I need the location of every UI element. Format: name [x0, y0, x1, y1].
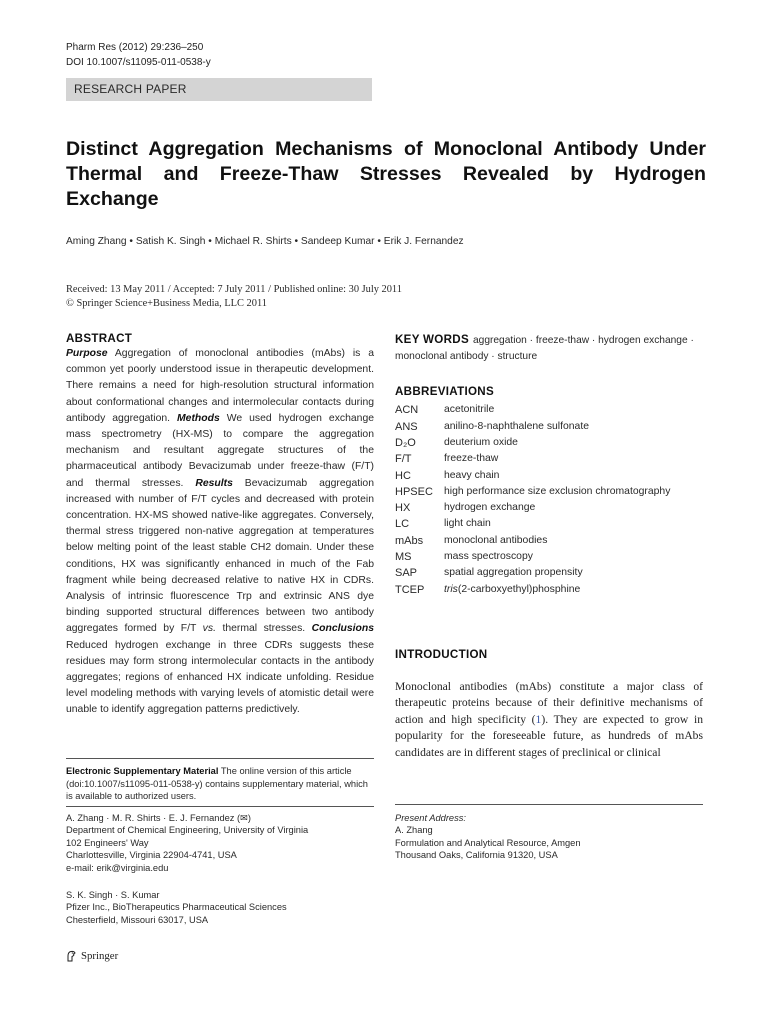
abbreviation-term: mAbs — [395, 534, 424, 547]
abbreviation-row — [395, 582, 703, 598]
abbreviations-list — [395, 402, 703, 598]
present-address-line: A. Zhang — [395, 825, 433, 836]
abbreviation-definition: hydrogen exchange — [444, 502, 536, 514]
abbreviation-definition: acetonitrile — [444, 404, 495, 416]
results-text: Bevacizumab aggregation increased with number of F/T cycles and decreased with protein concentration. HX-MS showed native-like aggregates. Conversely, thermal stress triggered non-native aggregation at temperatures below melting point of the least stable CH2 domain. Under these conditions, HX was significantly enhanced in much of the Fab fragment while being decreased relative to native HX in CDRs. Analysis of intrinsic fluorescence Trp and extrinsic ANS dye binding supported structural differences between two antibody aggregates formed by F/T vs. thermal stresses. — [66, 477, 374, 635]
affil1-line: Charlottesville, Virginia 22904-4741, USA — [66, 850, 237, 861]
abbreviation-term: SAP — [395, 567, 418, 580]
keywords-text: aggregation · freeze-thaw · hydrogen exchange · monoclonal antibody · structure — [395, 335, 694, 363]
author-list: Aming Zhang • Satish K. Singh • Michael R. Shirts • Sandeep Kumar • Erik J. Fernandez — [66, 236, 464, 247]
abbreviation-definition: light chain — [444, 518, 491, 530]
publication-dates — [66, 283, 402, 311]
esm-label: Electronic Supplementary Material — [66, 766, 219, 776]
publisher-footer — [66, 950, 118, 962]
springer-horse-icon — [66, 950, 77, 962]
supplementary-note — [66, 765, 374, 803]
affil2-line: Chesterfield, Missouri 63017, USA — [66, 914, 209, 925]
paper-title: Distinct Aggregation Mechanisms of Monoclonal Antibody Under Thermal and Freeze-Thaw Stresses Revealed by Hydrogen Exchange — [66, 138, 706, 210]
affil1-line: 102 Engineers' Way — [66, 837, 149, 848]
affiliation-block-2 — [66, 889, 374, 926]
methods-label: Methods — [177, 412, 220, 424]
conclusions-label: Conclusions — [311, 623, 375, 635]
reference-link[interactable]: 1 — [535, 712, 542, 726]
abbreviation-definition: spatial aggregation propensity — [444, 567, 583, 579]
esm-bottom-rule — [66, 806, 374, 807]
abbreviation-term: D₂O — [395, 437, 416, 449]
intro-text-part2: ). They are expected to grow in popularity for the foreseeable future, as hundreds of mAbs candidates are in different stages of preclinical or clinical — [395, 712, 703, 759]
abbreviation-row — [395, 402, 703, 418]
present-address-line: Thousand Oaks, California 91320, USA — [395, 850, 558, 861]
journal-citation — [66, 40, 211, 70]
affil1-line: A. Zhang · M. R. Shirts · E. J. Fernandez (✉) — [66, 813, 251, 823]
journal-line: Pharm Res (2012) 29:236–250 — [66, 42, 204, 53]
abbreviation-term: MS — [395, 551, 412, 564]
abbreviation-term: ANS — [395, 420, 418, 433]
section-label: RESEARCH PAPER — [74, 82, 187, 96]
copyright-line: © Springer Science+Business Media, LLC 2011 — [66, 298, 267, 309]
abbreviation-definition: heavy chain — [444, 469, 500, 481]
affil1-line: Department of Chemical Engineering, University of Virginia — [66, 825, 309, 836]
present-address-heading: Present Address: — [395, 813, 466, 823]
abbreviation-term: HC — [395, 469, 411, 482]
abbreviation-definition: deuterium oxide — [444, 437, 518, 448]
abbreviation-term: ACN — [395, 404, 419, 417]
abbreviation-term: LC — [395, 518, 410, 531]
abbreviation-row — [395, 565, 703, 581]
affil2-line: S. K. Singh · S. Kumar — [66, 890, 160, 900]
abbreviation-row — [395, 419, 703, 435]
abbreviation-definition: tris(2-carboxyethyl)phosphine — [444, 583, 581, 595]
dates-line: Received: 13 May 2011 / Accepted: 7 July 2011 / Published online: 30 July 2011 — [66, 284, 402, 295]
intro-text-part1: Monoclonal antibodies (mAbs) constitute a major class of therapeutic proteins because of their definitive mechanisms of action and high specificity ( — [395, 679, 703, 726]
abbreviation-row — [395, 451, 703, 467]
methods-text: We used hydrogen exchange mass spectrometry (HX-MS) to compare the aggregation mechanism and resultant aggregate structures of the pharmaceutical antibody Bevacizumab under freeze-thaw (F/T) and thermal stresses. — [66, 412, 374, 489]
abbreviation-term: TCEP — [395, 583, 425, 596]
present-address — [395, 812, 703, 862]
present-address-line: Formulation and Analytical Resource, Amgen — [395, 837, 581, 848]
introduction-text — [395, 679, 703, 761]
abstract-heading: ABSTRACT — [66, 332, 133, 345]
abbreviation-definition: anilino-8-naphthalene sulfonate — [444, 420, 590, 432]
abbreviation-definition: freeze-thaw — [444, 453, 499, 465]
conclusions-text: Reduced hydrogen exchange in three CDRs suggests these residues may form strong intermolecular contacts in the antibody aggregates; regions of enhanced HX indicate unfolding. Residue level modeling methods with varying levels of atomistic detail were unable to identify aggregation patterns predictively. — [66, 639, 374, 716]
abbreviations-heading: ABBREVIATIONS — [395, 385, 495, 399]
publisher-name: Springer — [81, 950, 119, 962]
abbreviation-row — [395, 484, 703, 500]
purpose-label: Purpose — [66, 348, 108, 359]
abbreviation-row — [395, 533, 703, 549]
affil2-line: Pfizer Inc., BioTherapeutics Pharmaceutical Sciences — [66, 902, 287, 913]
introduction-heading: INTRODUCTION — [395, 647, 488, 661]
abbreviation-definition: mass spectroscopy — [444, 551, 533, 563]
right-column — [395, 332, 703, 761]
doi-line: DOI 10.1007/s11095-011-0538-y — [66, 57, 211, 68]
abbreviation-row — [395, 500, 703, 516]
esm-top-rule — [66, 758, 374, 759]
affiliation-block-1 — [66, 812, 374, 874]
abbreviation-term: HX — [395, 502, 411, 515]
abbreviation-row — [395, 549, 703, 565]
keywords-block — [395, 332, 703, 365]
abstract-section — [66, 332, 374, 719]
abbreviation-term: F/T — [395, 453, 412, 466]
keywords-heading: KEY WORDS — [395, 333, 469, 346]
abbreviation-row — [395, 516, 703, 532]
abbreviation-term: HPSEC — [395, 485, 433, 498]
affil1-email[interactable]: e-mail: erik@virginia.edu — [66, 862, 169, 873]
abbreviation-definition: monoclonal antibodies — [444, 534, 548, 546]
purpose-text: Aggregation of monoclonal antibodies (mAbs) is a common yet poorly understood issue in therapeutic development. There remains a need for high-resolution structural information about conformational changes and intermolecular contacts during antibody aggregation. — [66, 348, 374, 424]
abbreviation-row — [395, 435, 703, 451]
right-footnote-rule — [395, 804, 703, 805]
abbreviation-definition: high performance size exclusion chromatography — [444, 485, 671, 497]
esm-text: The online version of this article (doi:10.1007/s11095-011-0538-y) contains supplementary material, which is available to authorized users. — [66, 766, 368, 801]
abstract-body — [66, 346, 374, 719]
results-label: Results — [195, 477, 233, 489]
abbreviation-row — [395, 468, 703, 484]
